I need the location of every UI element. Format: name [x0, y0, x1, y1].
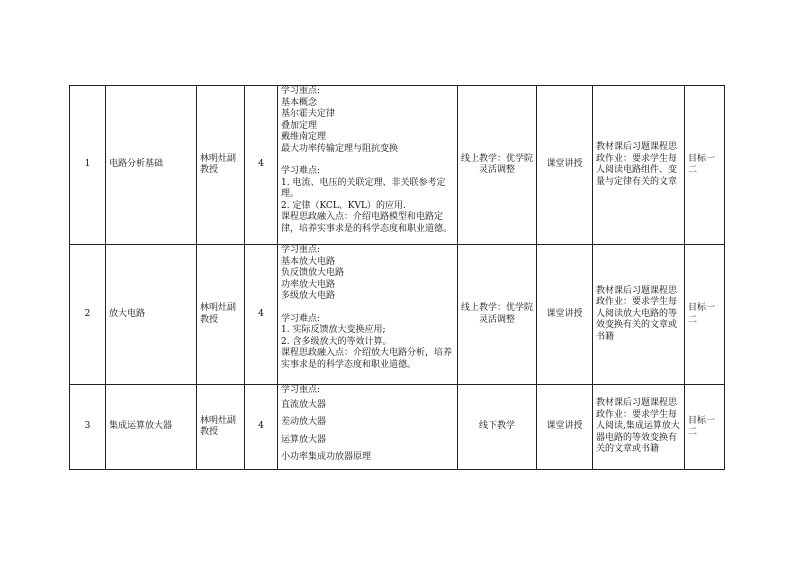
ideology-point: 课程思政融入点：介绍电路模型和电路定律，培养实事求是的科学态度和职业道德。: [281, 212, 453, 234]
syllabus-table: [69, 85, 725, 470]
key-point: 戴维南定理: [281, 132, 327, 142]
row-number: 3: [70, 385, 106, 470]
key-point: 最大功率传输定理与阻抗变换: [281, 143, 399, 154]
teaching-method: 线上教学：优学院灵活调整: [458, 245, 537, 385]
key-points-label: 学习重点:: [281, 245, 321, 255]
key-points-label: 学习重点:: [281, 385, 321, 395]
difficulty: 2. 定律（KCL、KVL）的应用.: [281, 200, 406, 211]
teaching-method: 线下教学: [458, 385, 537, 470]
difficulties-label: 学习难点:: [281, 313, 321, 324]
ideology-point: 课程思政融入点：介绍放大电路分析，培养实事求是的科学态度和职业道德。: [281, 348, 453, 370]
course-goal: 目标一二: [685, 86, 725, 245]
difficulty: 2. 含多级放大的等效计算。: [281, 336, 392, 347]
row-number: 2: [70, 245, 106, 385]
key-point: 基本概念: [281, 97, 318, 108]
table-row: [70, 86, 725, 245]
key-points-label: 学习重点:: [281, 86, 321, 96]
key-point: 差动放大器: [281, 417, 327, 427]
teaching-method: 线上教学：优学院灵活调整: [458, 86, 537, 245]
chapter-name: 集成运算放大器: [106, 385, 197, 470]
table-row: [70, 245, 725, 385]
teaching-form: 课堂讲授: [537, 385, 593, 470]
difficulty: 1. 实际反馈放大变换应用;: [281, 325, 386, 335]
difficulties-label: 学习难点:: [281, 166, 321, 176]
course-goal: 目标一二: [685, 385, 725, 470]
teacher-name: 林明灶副教授: [197, 385, 245, 470]
teaching-form: 课堂讲授: [537, 245, 593, 385]
content-cell: [278, 385, 458, 470]
teacher-name: 林明灶副教授: [197, 86, 245, 245]
table-row: [70, 385, 725, 470]
key-point: 运算放大器: [281, 434, 327, 445]
key-point: 基本放大电路: [281, 256, 336, 267]
chapter-name: 电路分析基础: [106, 86, 197, 245]
class-hours: 4: [245, 86, 278, 245]
key-point: 负反馈放大电路: [281, 268, 345, 278]
class-hours: 4: [245, 245, 278, 385]
difficulty: 1. 电流、电压的关联定理、非关联参考定理。: [281, 177, 446, 199]
key-point: 直流放大器: [281, 399, 327, 410]
key-point: 多级放大电路: [281, 291, 336, 301]
teaching-form: 课堂讲授: [537, 86, 593, 245]
key-point: 功率放大电路: [281, 279, 336, 290]
class-hours: 4: [245, 385, 278, 470]
key-point: 基尔霍夫定律: [281, 109, 336, 119]
teacher-name: 林明灶副教授: [197, 245, 245, 385]
content-cell: [278, 245, 458, 385]
key-point: 小功率集成功放器原理: [281, 452, 372, 462]
key-point: 叠加定理: [281, 120, 318, 131]
content-cell: [278, 86, 458, 245]
assignment: 教材课后习题课程思政作业：要求学生每人阅读放大电路的等效变换有关的文章或书籍: [593, 245, 685, 385]
course-goal: 目标一二: [685, 245, 725, 385]
assignment: 教材课后习题课程思政作业：要求学生每人阅读,集成运算放大器电路的等效变换有关的文章或书籍: [593, 385, 685, 470]
chapter-name: 放大电路: [106, 245, 197, 385]
assignment: 教材课后习题课程思政作业：要求学生每人阅读电路组件、变量与定律有关的文章: [593, 86, 685, 245]
row-number: 1: [70, 86, 106, 245]
